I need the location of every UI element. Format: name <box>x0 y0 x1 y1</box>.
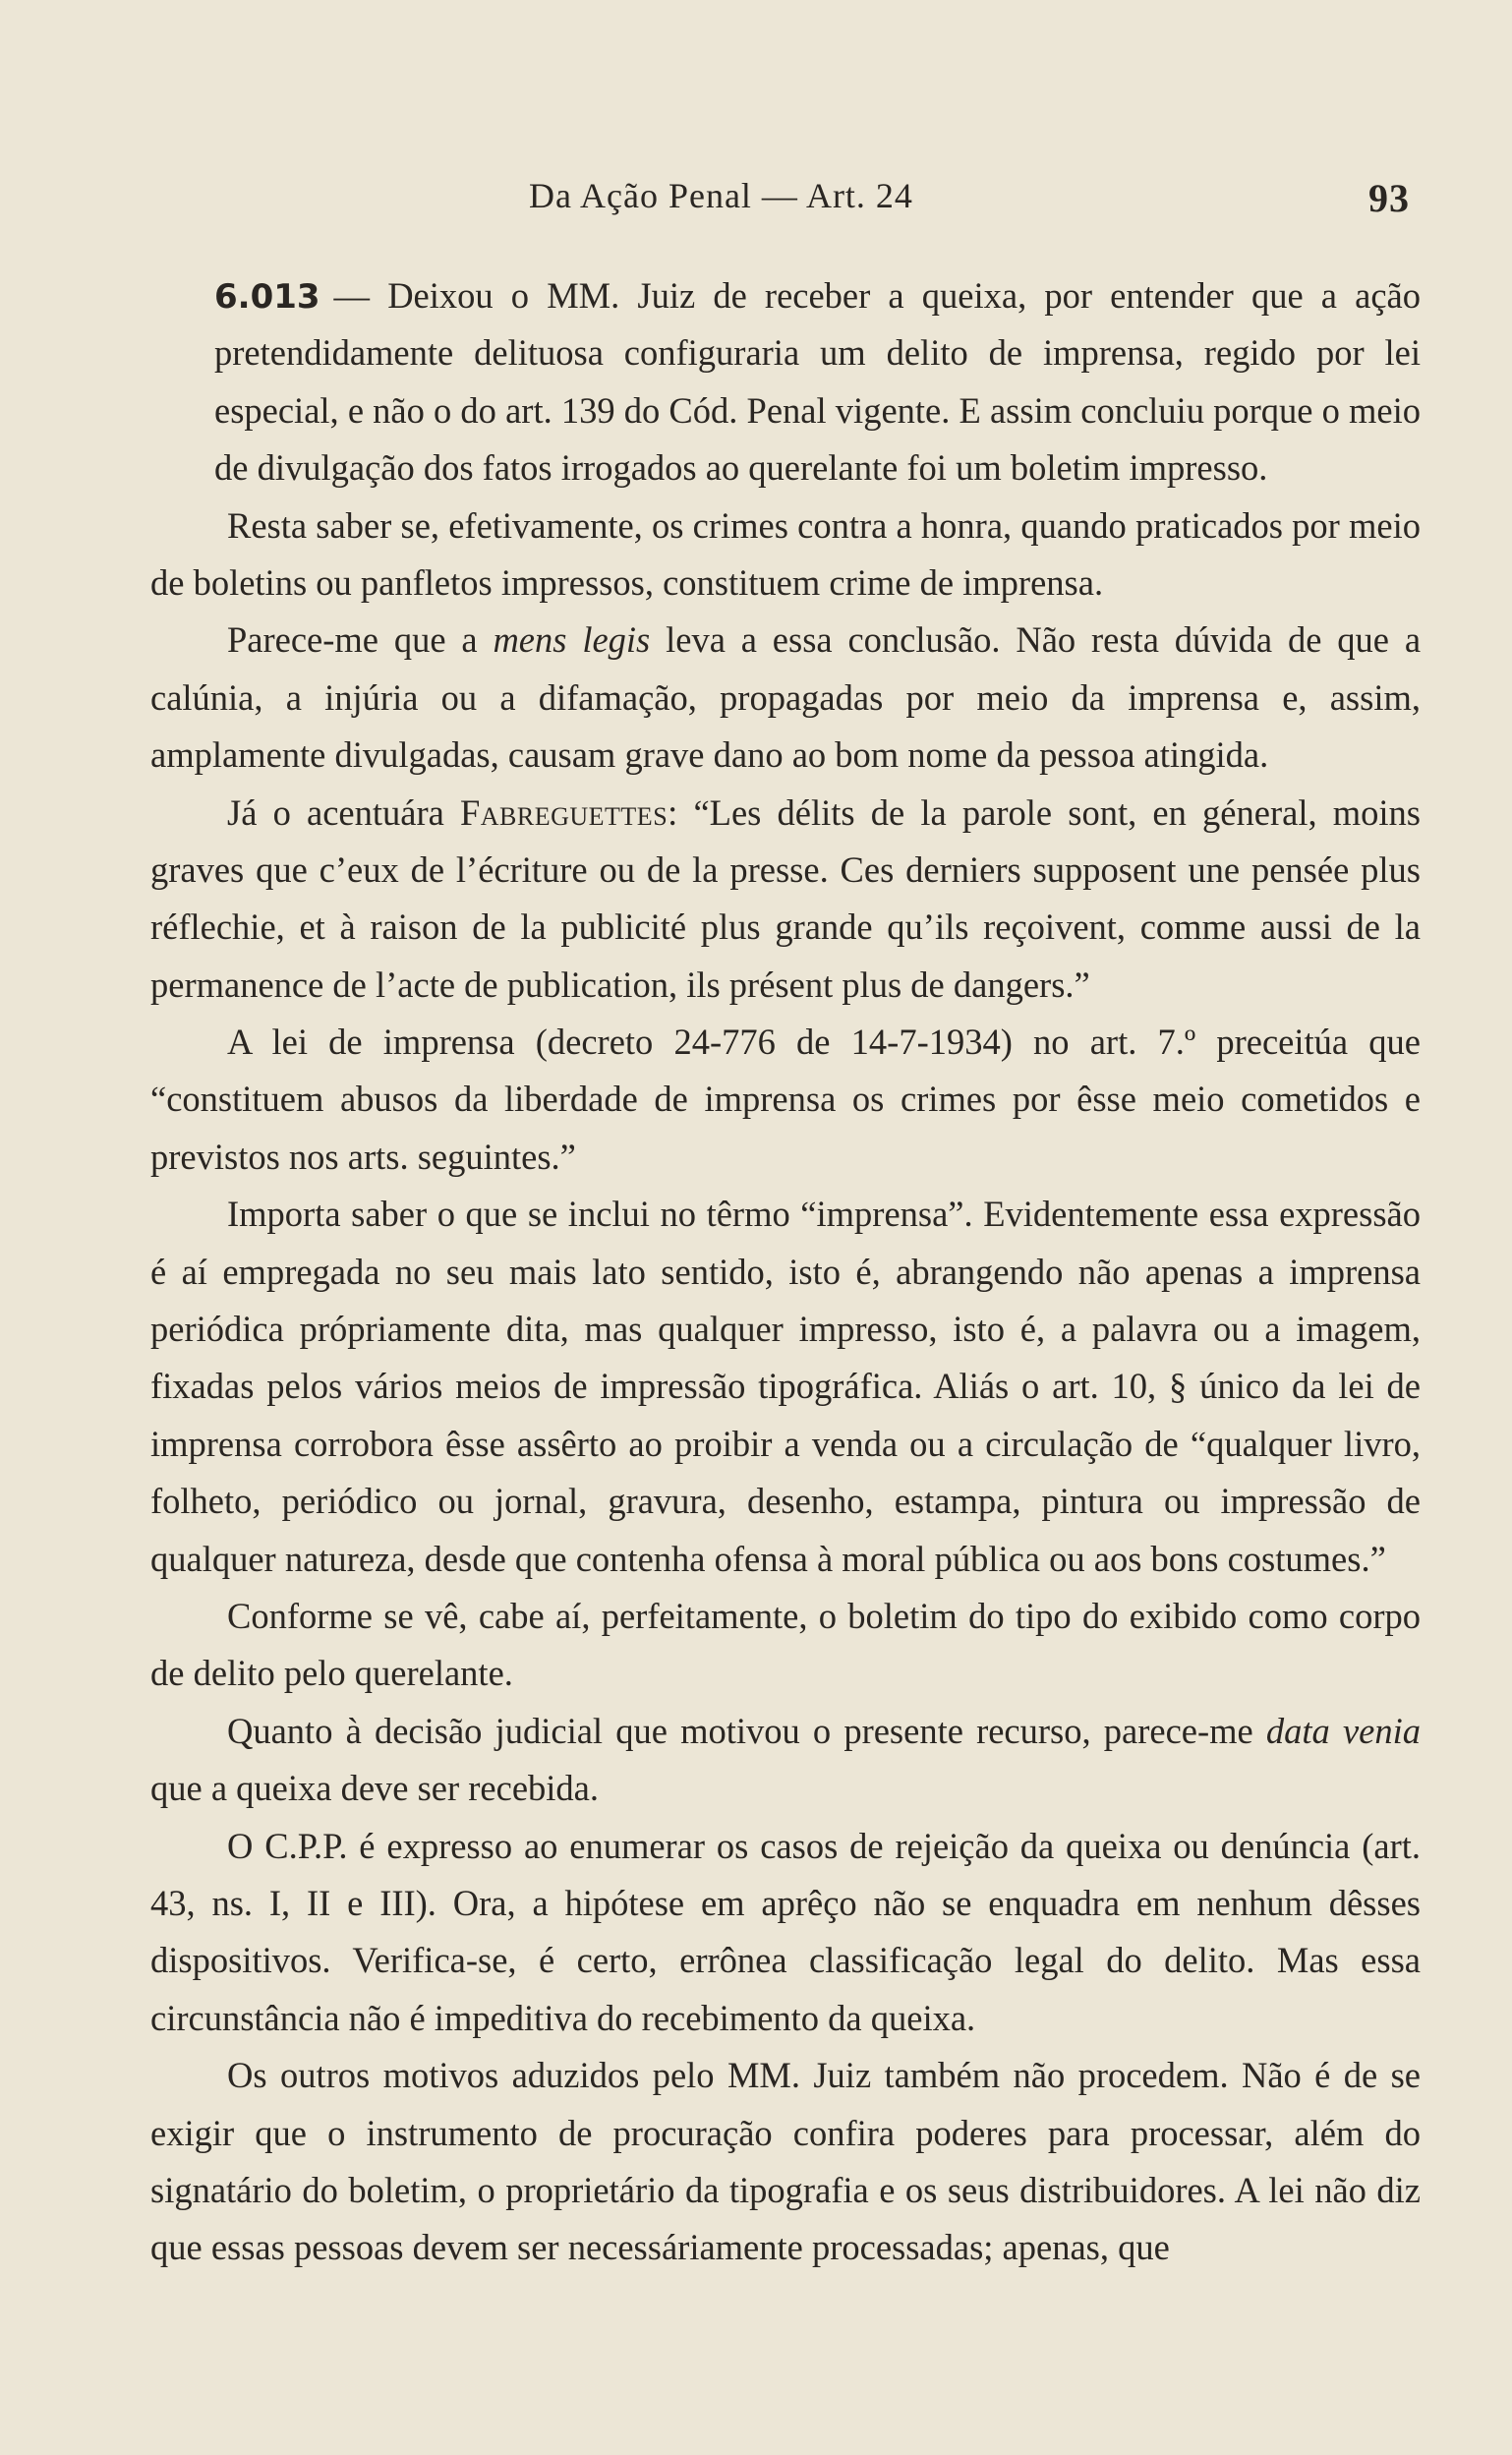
text-run: Quanto à decisão judicial que motivou o presente recurso, parece-me <box>227 1710 1266 1751</box>
paragraph-p10 <box>150 2047 1421 2277</box>
text-run: Já o acentuára <box>227 791 460 833</box>
paragraph-p8 <box>150 1703 1421 1818</box>
text-run: Resta saber se, efetivamente, os crimes contra a honra, quando praticados por meio de boletins ou panfletos impressos, constituem crime de imprensa. <box>150 504 1421 603</box>
text-run: Conforme se vê, cabe aí, perfeitamente, o boletim do tipo do exibido como corpo de delito pelo querelante. <box>150 1595 1421 1694</box>
text-run: : “Les délits de la parole sont, en géneral, moins graves que c’eux de l’écriture ou de la presse. Ces derniers supposent une pensée plus réflechie, et à raison de la publicité plus grande qu’ils reçoivent, comme aussi de la permanence de l’acte de publication, ils présent plus de dangers.” <box>150 791 1421 1005</box>
paragraph-p5 <box>150 1014 1421 1186</box>
paragraph-p6 <box>150 1186 1421 1588</box>
text-run: — Deixou o MM. Juiz de receber a queixa, por entender que a ação pretendidamente delituosa configuraria um delito de imprensa, regido por lei especial, e não o do art. 139 do Cód. Penal vigente. E assim concluiu porque o meio de divulgação dos fatos irrogados ao querelante foi um boletim impresso. <box>214 275 1421 489</box>
text-run: O C.P.P. é expresso ao enumerar os casos de rejeição da queixa ou denúncia (art. 43, ns. I, II e III). Ora, a hipótese em aprêço não se enquadra em nenhum dêsses dispositivos. Verifica-se, é certo, errônea classificação legal do delito. Mas essa circunstância não é impeditiva do recebimento da queixa. <box>150 1825 1421 2038</box>
text-run: Os outros motivos aduzidos pelo MM. Juiz também não procedem. Não é de se exigir que o instrumento de procuração confira poderes para processar, além do signatário do boletim, o proprietário da tipografia e os seus distribuidores. A lei não diz que essas pessoas devem ser necessáriamente processadas; apenas, que <box>150 2055 1421 2268</box>
page-header <box>0 165 1512 224</box>
text-run: leva a essa conclusão. Não resta dúvida de que a calúnia, a injúria ou a difamação, propagadas por meio da imprensa e, assim, amplamente divulgadas, causam grave dano ao bom nome da pessoa atingida. <box>150 619 1422 776</box>
paragraph-p7 <box>150 1588 1421 1703</box>
paragraph-p9 <box>150 1818 1421 2048</box>
text-run: Importa saber o que se inclui no têrmo “imprensa”. Evidentemente essa expressão é aí empregada no seu mais lato sentido, isto é, abrangendo não apenas a imprensa periódica própriamente dita, mas qualquer impresso, isto é, a palavra ou a imagem, fixadas pelos vários meios de impressão tipográfica. Aliás o art. 10, § único da lei de imprensa corrobora êsse assêrto ao proibir a venda ou a circulação de “qualquer livro, folheto, periódico ou jornal, gravura, desenho, estampa, pintura ou impressão de qualquer natureza, desde que contenha ofensa à moral pública ou aos bons costumes.” <box>150 1194 1421 1579</box>
paragraph-p2 <box>150 497 1421 613</box>
body-text <box>150 267 1421 2277</box>
author-name: Fabreguettes <box>459 791 669 833</box>
italic-phrase: mens legis <box>493 619 651 661</box>
italic-phrase: data venia <box>1265 1710 1422 1751</box>
page-number: 93 <box>1368 176 1410 220</box>
text-run: que a queixa deve ser recebida. <box>150 1768 600 1809</box>
paragraph-p4 <box>150 785 1421 1015</box>
paragraph-p1 <box>150 267 1421 497</box>
running-title: Da Ação Penal — Art. 24 <box>529 176 913 215</box>
section-number: 6.013 <box>214 277 320 317</box>
text-run: Parece-me que a <box>227 619 494 661</box>
paragraph-p3 <box>150 612 1421 784</box>
text-run: A lei de imprensa (decreto 24-776 de 14-7-1934) no art. 7.º preceitúa que “constituem abusos da liberdade de imprensa os crimes por êsse meio cometidos e previstos nos arts. seguintes.” <box>150 1022 1421 1177</box>
